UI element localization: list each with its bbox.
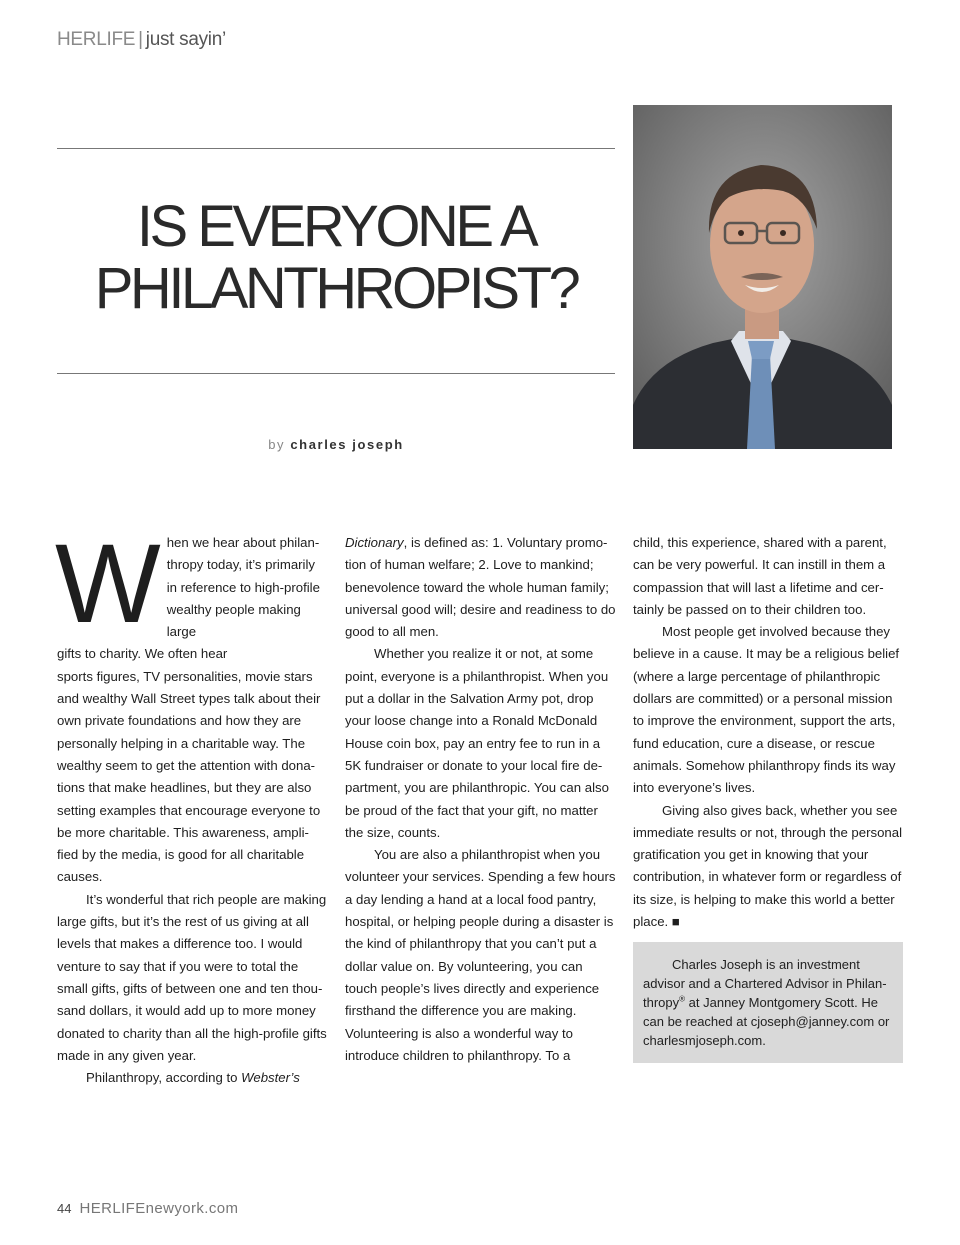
dictionary-title: Webster’s <box>241 1070 300 1086</box>
paragraph: Most people get involved because they believe in a cause. It may be a religious belief (where a large percentage of philanthropic dollars are committed) or a personal mission to improve the environment, support the arts, fund education, cure a disease, or rescue animals. Somehow philanthropy finds its way into everyone’s lives. <box>633 624 900 796</box>
paragraph-text: , is defined as: 1. Voluntary promo-tion of human welfare; 2. Love to mankind; benevolence toward the whole human family; universal good will; desire and readiness to do good to all men. <box>345 535 616 640</box>
title-top-rule <box>57 148 615 149</box>
end-mark-icon: ■ <box>671 914 680 930</box>
author-bio-box <box>633 942 903 1063</box>
paragraph: Whether you realize it or not, at some point, everyone is a philanthropist. When you put a dollar in the Salvation Army pot, drop your loose change into a Ronald McDonald House coin box, pay an entry fee to run in a 5K fundraiser or donate to your local fire de-partment, you are philanthropic. You can also be proud of the fact that your gift, no matter the size, counts. <box>345 646 609 840</box>
paragraph <box>345 532 617 643</box>
paragraph: You are also a philanthropist when you volunteer your services. Spending a few hours a day lending a hand at a local food pantry, hospital, or helping people during a disaster is the kind of philanthropy that you can’t put a dollar value on. By volunteering, you can touch people’s lives directly and experience firsthand the difference you are making. Volunteering is also a wonderful way to introduce children to philanthropy. To a <box>345 847 616 1063</box>
dictionary-title: Dictionary <box>345 535 404 550</box>
article-column-2 <box>345 532 617 1067</box>
lead-line: thropy today, it’s primarily <box>166 557 316 573</box>
paragraph <box>633 800 905 934</box>
portrait-illustration <box>633 105 892 449</box>
page-footer <box>57 1200 238 1217</box>
registered-mark: ® <box>679 994 686 1004</box>
paragraph <box>57 1067 329 1089</box>
bio-text-b: at Janney Montgomery Scott. He can be reached at cjoseph@janney.com or charlesmjoseph.com. <box>643 995 890 1048</box>
page-number: 44 <box>57 1201 72 1216</box>
byline <box>57 437 615 452</box>
title-bottom-rule <box>57 373 615 374</box>
author-name: charles joseph <box>290 437 404 452</box>
article-column-3 <box>633 532 905 933</box>
section-header <box>57 29 226 51</box>
paragraph: It’s wonderful that rich people are making large gifts, but it’s the rest of us giving at all levels that makes a difference too. I would venture to say that if you were to total the small gifts, gifts of between one and ten thou-sand dollars, it would add up to more money donated to charity than all the high-profile gifts made in any given year. <box>57 891 327 1063</box>
article-title <box>57 196 615 320</box>
title-line-2: PHILANTHROPIST? <box>94 256 578 321</box>
section-name: just sayin’ <box>145 29 226 50</box>
paragraph-text: Giving also gives back, whether you see immediate results or not, through the personal gratification you get in knowing that your contribution, in whatever form or regardless of its size, is helping to make this world a better place. <box>633 802 903 930</box>
magazine-name: HERLIFE <box>57 29 136 50</box>
paragraph-text: Philanthropy, according to <box>86 1070 242 1086</box>
bio-text-a: Charles Joseph is an investment advisor and a Chartered Advisor in Philan-thropy <box>643 957 887 1010</box>
author-portrait <box>633 105 892 449</box>
paragraph: child, this experience, shared with a parent, can be very powerful. It can instill in them a compassion that will last a lifetime and cer-tainly be passed on to their children too. <box>633 535 887 617</box>
site-url: HERLIFEnewyork.com <box>79 1200 239 1217</box>
paragraph: sports figures, TV personalities, movie stars and wealthy Wall Street types talk about their own private foundations and how they are personally helping in a charitable way. The wealthy seem to get the attention with dona-tions that make headlines, but they are also setting examples that encourage everyone to be more charitable. This awareness, ampli-fied by the media, is good for all charitable causes. <box>57 668 321 885</box>
lead-line: in reference to high-profile <box>166 579 320 595</box>
drop-cap: W <box>55 521 155 646</box>
lead-line: gifts to charity. We often hear <box>57 646 228 662</box>
lead-line: wealthy people making large <box>166 601 301 640</box>
header-separator: | <box>138 29 143 50</box>
title-line-1: IS EVERYONE A <box>136 194 536 259</box>
bio-text <box>643 955 893 1050</box>
article-column-1 <box>55 521 329 1089</box>
lead-line: hen we hear about philan- <box>166 535 320 550</box>
byline-prefix: by <box>268 437 286 452</box>
